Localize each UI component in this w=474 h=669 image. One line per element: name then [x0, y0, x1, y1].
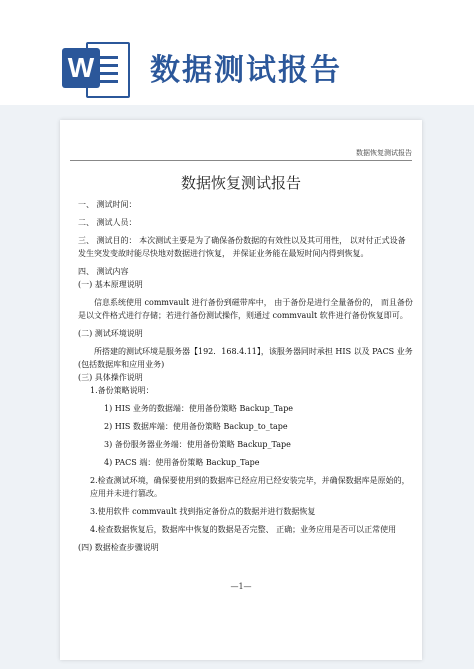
word-badge: W [62, 48, 100, 88]
body-line: 4.检查数据恢复后，数据库中恢复的数据是否完整、 正确；业务应用是否可以正常使用 [90, 525, 397, 534]
running-header: 数据恢复测试报告 [356, 149, 412, 157]
header-rule [70, 160, 412, 161]
body-line: 一、 测试时间： [78, 200, 137, 209]
body-line: 三、 测试目的： 本次测试主要是为了确保备份数据的有效性以及其可用性， 以对付正式设备发生突发变故时能尽快地对数据进行恢复， 并保证业务能在最短时间内得到恢复。 [78, 236, 406, 258]
body-line: 3.使用软件 commvault 找到指定备份点的数据并进行数据恢复 [90, 507, 316, 516]
body-line: (二) 测试环境说明 [78, 329, 143, 338]
body-line: 2.检查测试环境，确保要使用到的数据库已经应用已经安装完毕，并确保数据库是原始的，应用并未进行篡改。 [90, 476, 410, 498]
word-document-icon [62, 38, 128, 96]
body-line: (四) 数据检查步骤说明 [78, 543, 159, 552]
body-line: (一) 基本原理说明 [78, 280, 143, 289]
body-line: 1) HIS 业务的数据端：使用备份策略 Backup_Tape [104, 404, 294, 413]
banner-title: 数据测试报告 [150, 53, 342, 88]
page-number: —1— [230, 582, 252, 591]
document-title: 数据恢复测试报告 [180, 174, 301, 192]
document-page [60, 120, 422, 660]
body-line: 信息系统使用 commvault 进行备份到磁带库中， 由于备份是进行全量备份的， 而且备份是以文件格式进行存储；若进行备份测试操作，则通过 commvault 软件进行备份恢复即可。 [78, 298, 413, 320]
body-line: 四、 测试内容 [78, 267, 129, 276]
body-line: 3) 备份服务器业务端：使用备份策略 Backup_Tape [104, 440, 291, 449]
body-line: 4) PACS 端：使用备份策略 Backup_Tape [104, 458, 260, 467]
body-line: 所搭建的测试环境是服务器【192．168.4.11】，该服务器同时承担 HIS 以及 PACS 业务(包括数据库和应用业务) [78, 347, 413, 369]
body-line: (三) 具体操作说明 [78, 373, 143, 382]
document-body [78, 198, 413, 554]
body-line: 1.备份策略说明： [90, 386, 154, 395]
body-line: 二、 测试人员： [78, 218, 137, 227]
banner [0, 0, 474, 105]
body-line: 2) HIS 数据库端：使用备份策略 Backup_to_tape [104, 422, 288, 431]
